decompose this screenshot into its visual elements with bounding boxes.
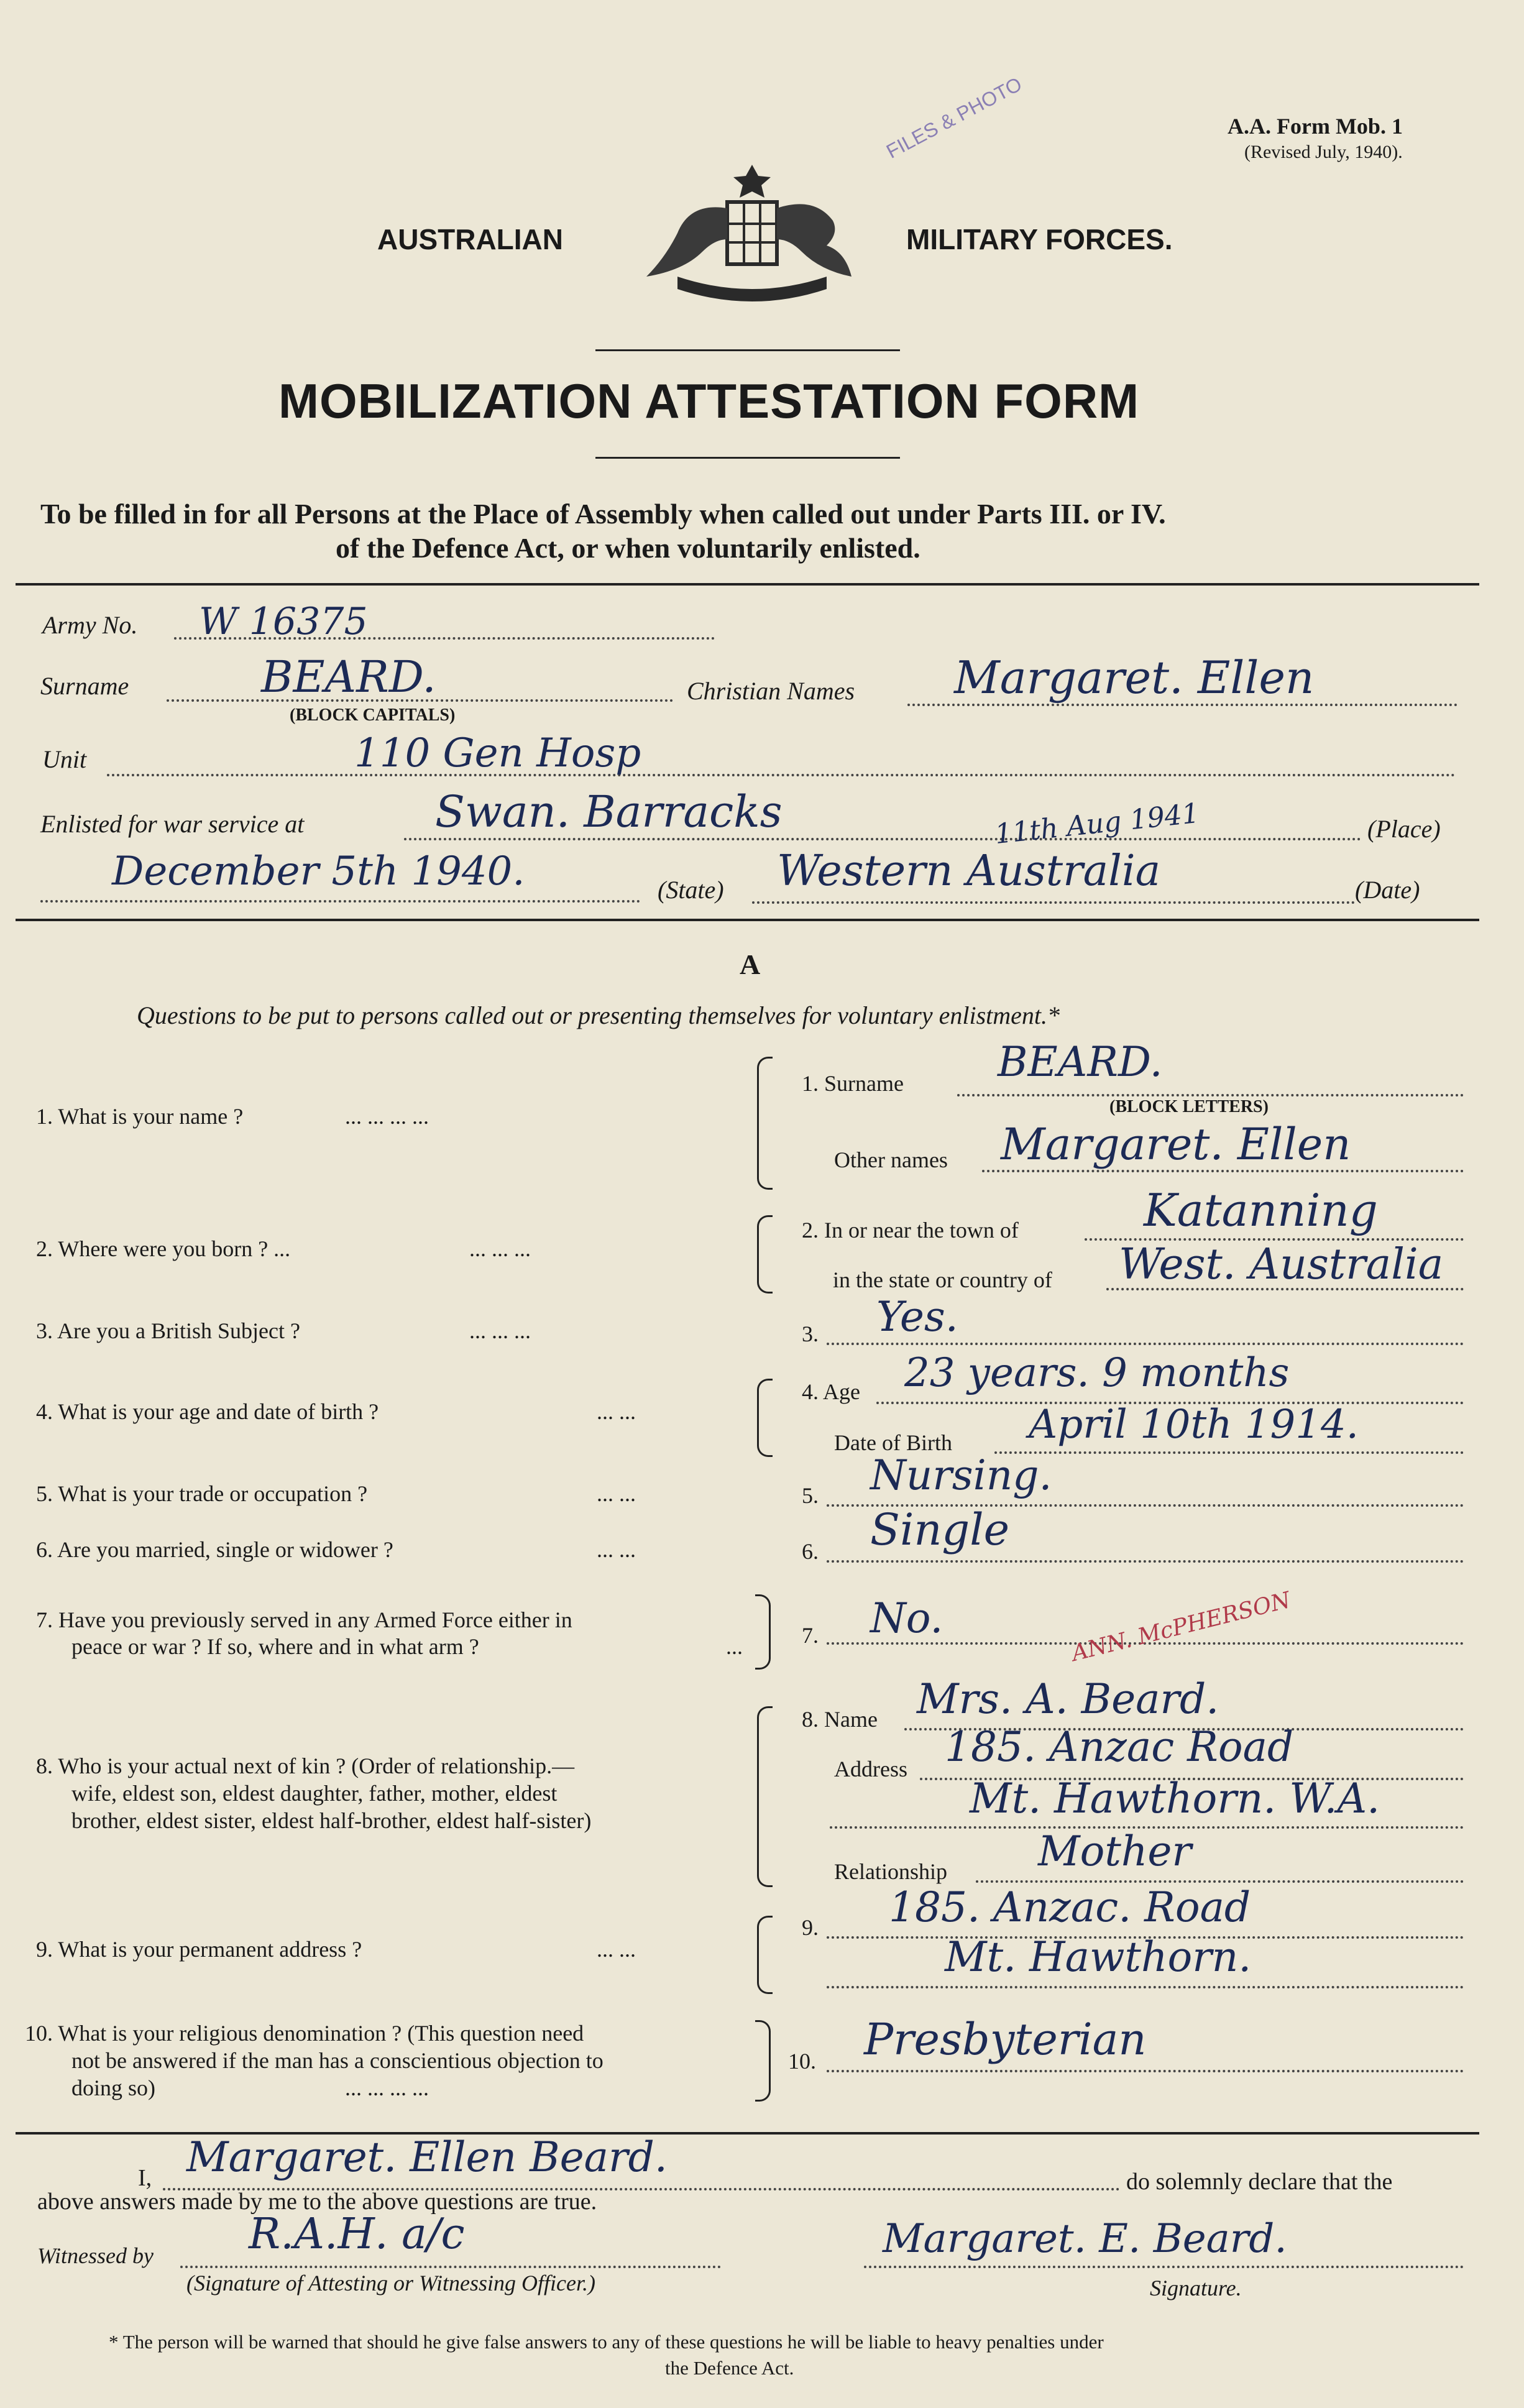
- state-label: (State): [658, 876, 724, 904]
- witness-caption: (Signature of Attesting or Witnessing Officer.): [186, 2271, 595, 2295]
- unit-line: [107, 774, 1456, 776]
- answer-6-value: Single: [870, 1504, 1010, 1555]
- town-value: Katanning: [1144, 1184, 1378, 1236]
- answer-1-surname-label: 1. Surname: [802, 1071, 904, 1096]
- declaration-name: Margaret. Ellen Beard.: [186, 2133, 668, 2181]
- answer-2-town-label: 2. In or near the town of: [802, 1218, 1019, 1243]
- q4-brace: [757, 1379, 773, 1457]
- q10-brace: [755, 2020, 771, 2102]
- question-10-line-2: not be answered if the man has a conscientious objection to: [71, 2048, 604, 2073]
- christian-names-value: Margaret. Ellen: [954, 651, 1315, 704]
- question-8-line-3: brother, eldest sister, eldest half-brother, eldest half-sister): [71, 1808, 592, 1833]
- question-4: 4. What is your age and date of birth ?: [36, 1399, 379, 1424]
- state-value: Western Australia: [777, 847, 1161, 896]
- question-7-line-2: peace or war ? If so, where and in what arm ?: [71, 1634, 479, 1659]
- declaration-solemnly: do solemnly declare that the: [1126, 2169, 1393, 2195]
- dob-line: [994, 1451, 1464, 1454]
- question-7-dots: ...: [726, 1634, 743, 1659]
- footnote-line-1: * The person will be warned that should he give false answers to any of these questions he will be liable to heavy penalties under: [109, 2331, 1104, 2353]
- answer-1-surname: BEARD.: [998, 1038, 1163, 1086]
- answer-9-line-2: [827, 1986, 1464, 1988]
- answer-3-value: Yes.: [876, 1293, 958, 1341]
- form-title: MOBILIZATION ATTESTATION FORM: [278, 374, 1140, 428]
- enlisted-note-value: 11th Aug 1941: [993, 797, 1201, 851]
- block-capitals-note: (BLOCK CAPITALS): [290, 705, 456, 725]
- header-divider: [16, 583, 1479, 586]
- form-revision: (Revised July, 1940).: [1244, 142, 1403, 162]
- title-bottom-rule: [595, 457, 900, 459]
- answer-10-line: [827, 2070, 1464, 2072]
- answer-9-value-1: 185. Anzac. Road: [889, 1883, 1251, 1931]
- question-9-dots: ... ...: [597, 1937, 636, 1962]
- question-10-line-3: doing so): [71, 2075, 155, 2100]
- question-8-line-1: 8. Who is your actual next of kin ? (Order of relationship.—: [36, 1753, 575, 1778]
- other-names-label: Other names: [834, 1147, 948, 1172]
- answer-5-label: 5.: [802, 1483, 819, 1508]
- other-names-value: Margaret. Ellen: [1001, 1119, 1351, 1170]
- question-5-dots: ... ...: [597, 1481, 636, 1506]
- applicant-signature: Margaret. E. Beard.: [883, 2216, 1287, 2262]
- instruction-line-2: of the Defence Act, or when voluntarily enlisted.: [336, 532, 920, 564]
- coat-of-arms-emblem: [640, 159, 864, 320]
- section-letter: A: [740, 949, 761, 980]
- question-9: 9. What is your permanent address ?: [36, 1937, 362, 1962]
- answer-6-label: 6.: [802, 1539, 819, 1564]
- title-top-rule: [595, 349, 900, 351]
- answer-9-value-2: Mt. Hawthorn.: [945, 1933, 1252, 1981]
- declaration-i: I,: [138, 2165, 152, 2191]
- state-line: [752, 901, 1355, 904]
- block-letters-note: (BLOCK LETTERS): [1109, 1097, 1269, 1116]
- question-1: 1. What is your name ?: [36, 1104, 244, 1129]
- declaration-line-2: above answers made by me to the above questions are true.: [37, 2189, 597, 2215]
- witness-signature: R.A.H. a/c: [249, 2210, 465, 2259]
- enlisted-line: [404, 838, 1361, 840]
- answer-5-value: Nursing.: [870, 1451, 1052, 1499]
- address-value-1: 185. Anzac Road: [945, 1723, 1294, 1771]
- next-of-kin-name-label: 8. Name: [802, 1707, 878, 1732]
- signature-line: [864, 2266, 1464, 2268]
- q1-brace: [757, 1057, 773, 1190]
- date-line: [40, 900, 640, 903]
- answer-9-label: 9.: [802, 1915, 819, 1940]
- instruction-line-1: To be filled in for all Persons at the Place of Assembly when called out under Parts III. or IV.: [40, 498, 1166, 530]
- place-label: (Place): [1367, 815, 1441, 843]
- age-label: 4. Age: [802, 1379, 860, 1404]
- question-8-line-2: wife, eldest son, eldest daughter, father, mother, eldest: [71, 1781, 558, 1806]
- question-2-dots: ... ... ...: [469, 1236, 531, 1261]
- christian-names-line: [907, 704, 1457, 706]
- age-value: 23 years. 9 months: [904, 1350, 1290, 1396]
- question-10-dots: ... ... ... ...: [345, 2075, 429, 2100]
- q7-brace: [755, 1594, 771, 1670]
- section-subtitle: Questions to be put to persons called out or presenting themselves for voluntary enlistment.*: [137, 1001, 1060, 1029]
- country-value: West. Australia: [1119, 1240, 1444, 1289]
- enlisted-label: Enlisted for war service at: [40, 810, 305, 838]
- q2-brace: [757, 1215, 773, 1294]
- question-3-dots: ... ... ...: [469, 1318, 531, 1343]
- address-value-2: Mt. Hawthorn. W.A.: [970, 1775, 1380, 1822]
- header-australian: AUSTRALIAN: [377, 223, 563, 255]
- witness-line: [180, 2266, 721, 2268]
- country-label: in the state or country of: [833, 1267, 1052, 1292]
- other-names-line: [982, 1170, 1464, 1172]
- question-6-dots: ... ...: [597, 1537, 636, 1562]
- army-no-label: Army No.: [42, 611, 138, 639]
- question-10-line-1: 10. What is your religious denomination ? (This question need: [25, 2021, 584, 2046]
- question-7-line-1: 7. Have you previously served in any Armed Force either in: [36, 1607, 572, 1632]
- answer-3-label: 3.: [802, 1321, 819, 1346]
- answer-7-value: No.: [870, 1594, 943, 1642]
- footnote-line-2: the Defence Act.: [665, 2357, 794, 2379]
- enlisted-date-value: December 5th 1940.: [112, 848, 525, 894]
- answer-1-surname-line: [957, 1094, 1464, 1096]
- q8-brace: [757, 1706, 773, 1887]
- army-no-value: W 16375: [199, 600, 368, 643]
- question-6: 6. Are you married, single or widower ?: [36, 1537, 393, 1562]
- next-of-kin-name: Mrs. A. Beard.: [917, 1675, 1219, 1723]
- answer-7-label: 7.: [802, 1623, 819, 1648]
- question-5: 5. What is your trade or occupation ?: [36, 1481, 368, 1506]
- relationship-label: Relationship: [834, 1859, 947, 1884]
- relationship-line: [976, 1880, 1464, 1883]
- next-of-kin-red-annotation: ANN. McPHERSON: [1069, 1587, 1293, 1666]
- answer-6-line: [827, 1560, 1464, 1563]
- christian-names-label: Christian Names: [687, 677, 855, 705]
- question-1-dots: ... ... ... ...: [345, 1104, 429, 1129]
- dob-label: Date of Birth: [834, 1430, 952, 1455]
- unit-value: 110 Gen Hosp: [354, 730, 641, 776]
- answer-10-value: Presbyterian: [864, 2014, 1147, 2065]
- q9-brace: [757, 1916, 773, 1994]
- enlisted-place-value: Swan. Barracks: [435, 786, 783, 837]
- date-label: (Date): [1355, 876, 1420, 904]
- question-3: 3. Are you a British Subject ?: [36, 1318, 300, 1343]
- header-military-forces: MILITARY FORCES.: [906, 223, 1173, 255]
- answer-10-label: 10.: [788, 2049, 816, 2074]
- unit-label: Unit: [42, 745, 87, 773]
- files-photo-stamp: FILES & PHOTO: [883, 72, 1026, 163]
- form-reference: A.A. Form Mob. 1: [1228, 114, 1403, 139]
- surname-value: BEARD.: [261, 651, 436, 702]
- address-label: Address: [834, 1757, 907, 1781]
- dob-value: April 10th 1914.: [1029, 1402, 1359, 1448]
- question-2: 2. Where were you born ? ...: [36, 1236, 291, 1261]
- question-4-dots: ... ...: [597, 1399, 636, 1424]
- fields-divider: [16, 919, 1479, 921]
- relationship-value: Mother: [1038, 1827, 1191, 1875]
- surname-label: Surname: [40, 672, 129, 700]
- answer-3-line: [827, 1343, 1464, 1345]
- witnessed-by-label: Witnessed by: [37, 2243, 154, 2268]
- signature-caption: Signature.: [1150, 2276, 1242, 2300]
